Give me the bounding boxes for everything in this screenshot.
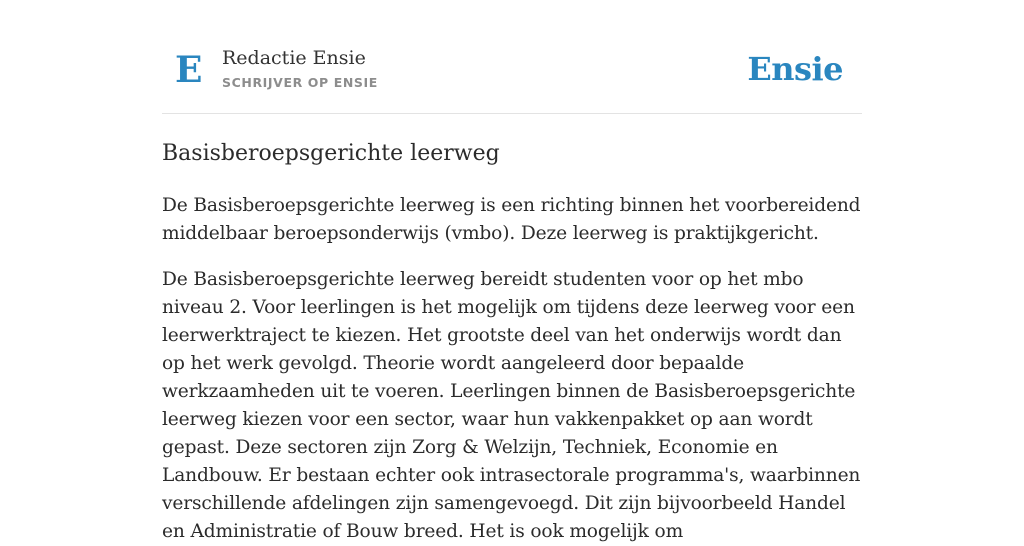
article-paragraph: De Basisberoepsgerichte leerweg is een richting binnen het voorbereidend middelbaar beroepsonderwijs (vmbo). Deze leerweg is praktijkgericht.: [162, 195, 861, 244]
author-header: [162, 0, 862, 114]
article-title: Basisberoepsgerichte leerweg: [162, 141, 500, 166]
article-paragraph: De Basisberoepsgerichte leerweg bereidt studenten voor op het mbo niveau 2. Voor leerlingen is het mogelijk om tijdens deze leerweg voor een leerwerktraject te kiezen. Het grootste deel van het onderwijs wordt dan op het werk gevolgd. Theorie wordt aangeleerd door bepaalde werkzaamheden uit te voeren. Leerlingen binnen de Basisberoepsgerichte leerweg kiezen voor een sector, waar hun vakkenpakket op aan wordt gepast. Deze sectoren zijn Zorg & Welzijn, Techniek, Economie en Landbouw. Er bestaan echter ook intrasectorale programma's, waarbinnen verschillende afdelingen zijn samengevoegd. Dit zijn bijvoorbeeld Handel en Administratie of Bouw breed. Het is ook mogelijk om: [162, 269, 861, 542]
brand-logo[interactable]: Ensie: [747, 50, 843, 88]
content-column: [162, 0, 862, 546]
author-name[interactable]: Redactie Ensie: [222, 47, 366, 69]
author-avatar[interactable]: E: [175, 49, 203, 91]
author-role: SCHRIJVER OP ENSIE: [222, 75, 378, 90]
